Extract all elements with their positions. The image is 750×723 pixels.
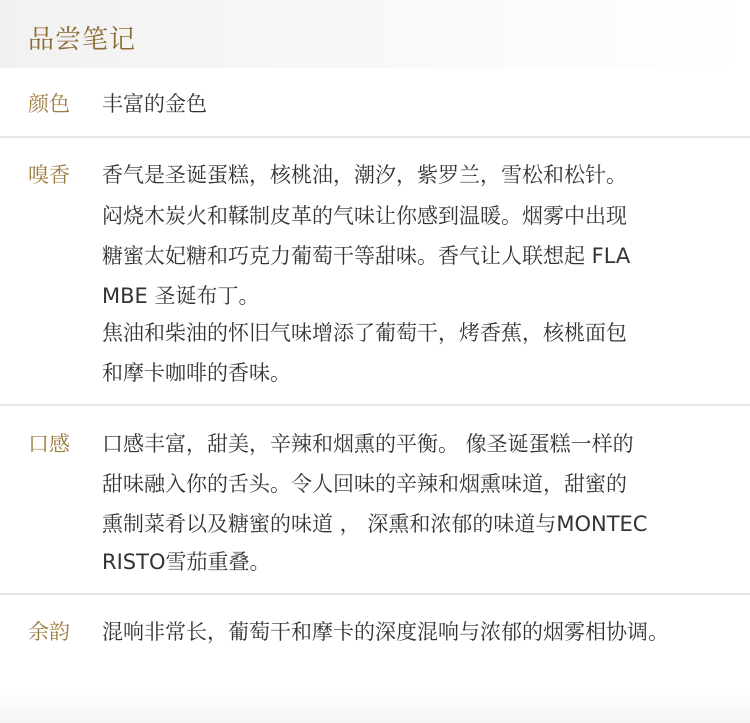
nose-text-line: 和摩卡咖啡的香味。 (102, 361, 291, 385)
palate-text-line: RISTO雪茄重叠。 (102, 550, 271, 574)
divider (0, 404, 750, 406)
palate-text-line: 熏制菜肴以及糖蜜的味道 ， 深熏和浓郁的味道与MONTEC (102, 512, 648, 536)
finish-label: 余韵 (28, 620, 70, 644)
nose-label: 嗅香 (28, 163, 70, 187)
nose-text-line: 香气是圣诞蛋糕，核桃油，潮汐，紫罗兰，雪松和松针。 (102, 163, 627, 187)
palate-text-line: 口感丰富，甜美，辛辣和烟熏的平衡。 像圣诞蛋糕一样的 (102, 432, 634, 456)
finish-text-line: 混响非常长，葡萄干和摩卡的深度混响与浓郁的烟雾相协调。 (102, 620, 669, 644)
footer-band (0, 690, 750, 723)
color-label: 颜色 (28, 92, 70, 116)
nose-text-line: 糖蜜太妃糖和巧克力葡萄干等甜味。香气让人联想起 FLA (102, 244, 631, 268)
palate-text-line: 甜味融入你的舌头。令人回味的辛辣和烟熏味道，甜蜜的 (102, 472, 627, 496)
divider (0, 136, 750, 138)
page-title: 品尝笔记 (28, 25, 137, 55)
header-banner (0, 0, 750, 68)
nose-text-line: MBE 圣诞布丁。 (102, 284, 260, 308)
nose-text-line: 焦油和柴油的怀旧气味增添了葡萄干，烤香蕉，核桃面包 (102, 321, 627, 345)
color-text-line: 丰富的金色 (102, 92, 207, 116)
palate-label: 口感 (28, 432, 70, 456)
divider (0, 593, 750, 595)
nose-text-line: 闷烧木炭火和鞣制皮革的气味让你感到温暖。烟雾中出现 (102, 204, 627, 228)
